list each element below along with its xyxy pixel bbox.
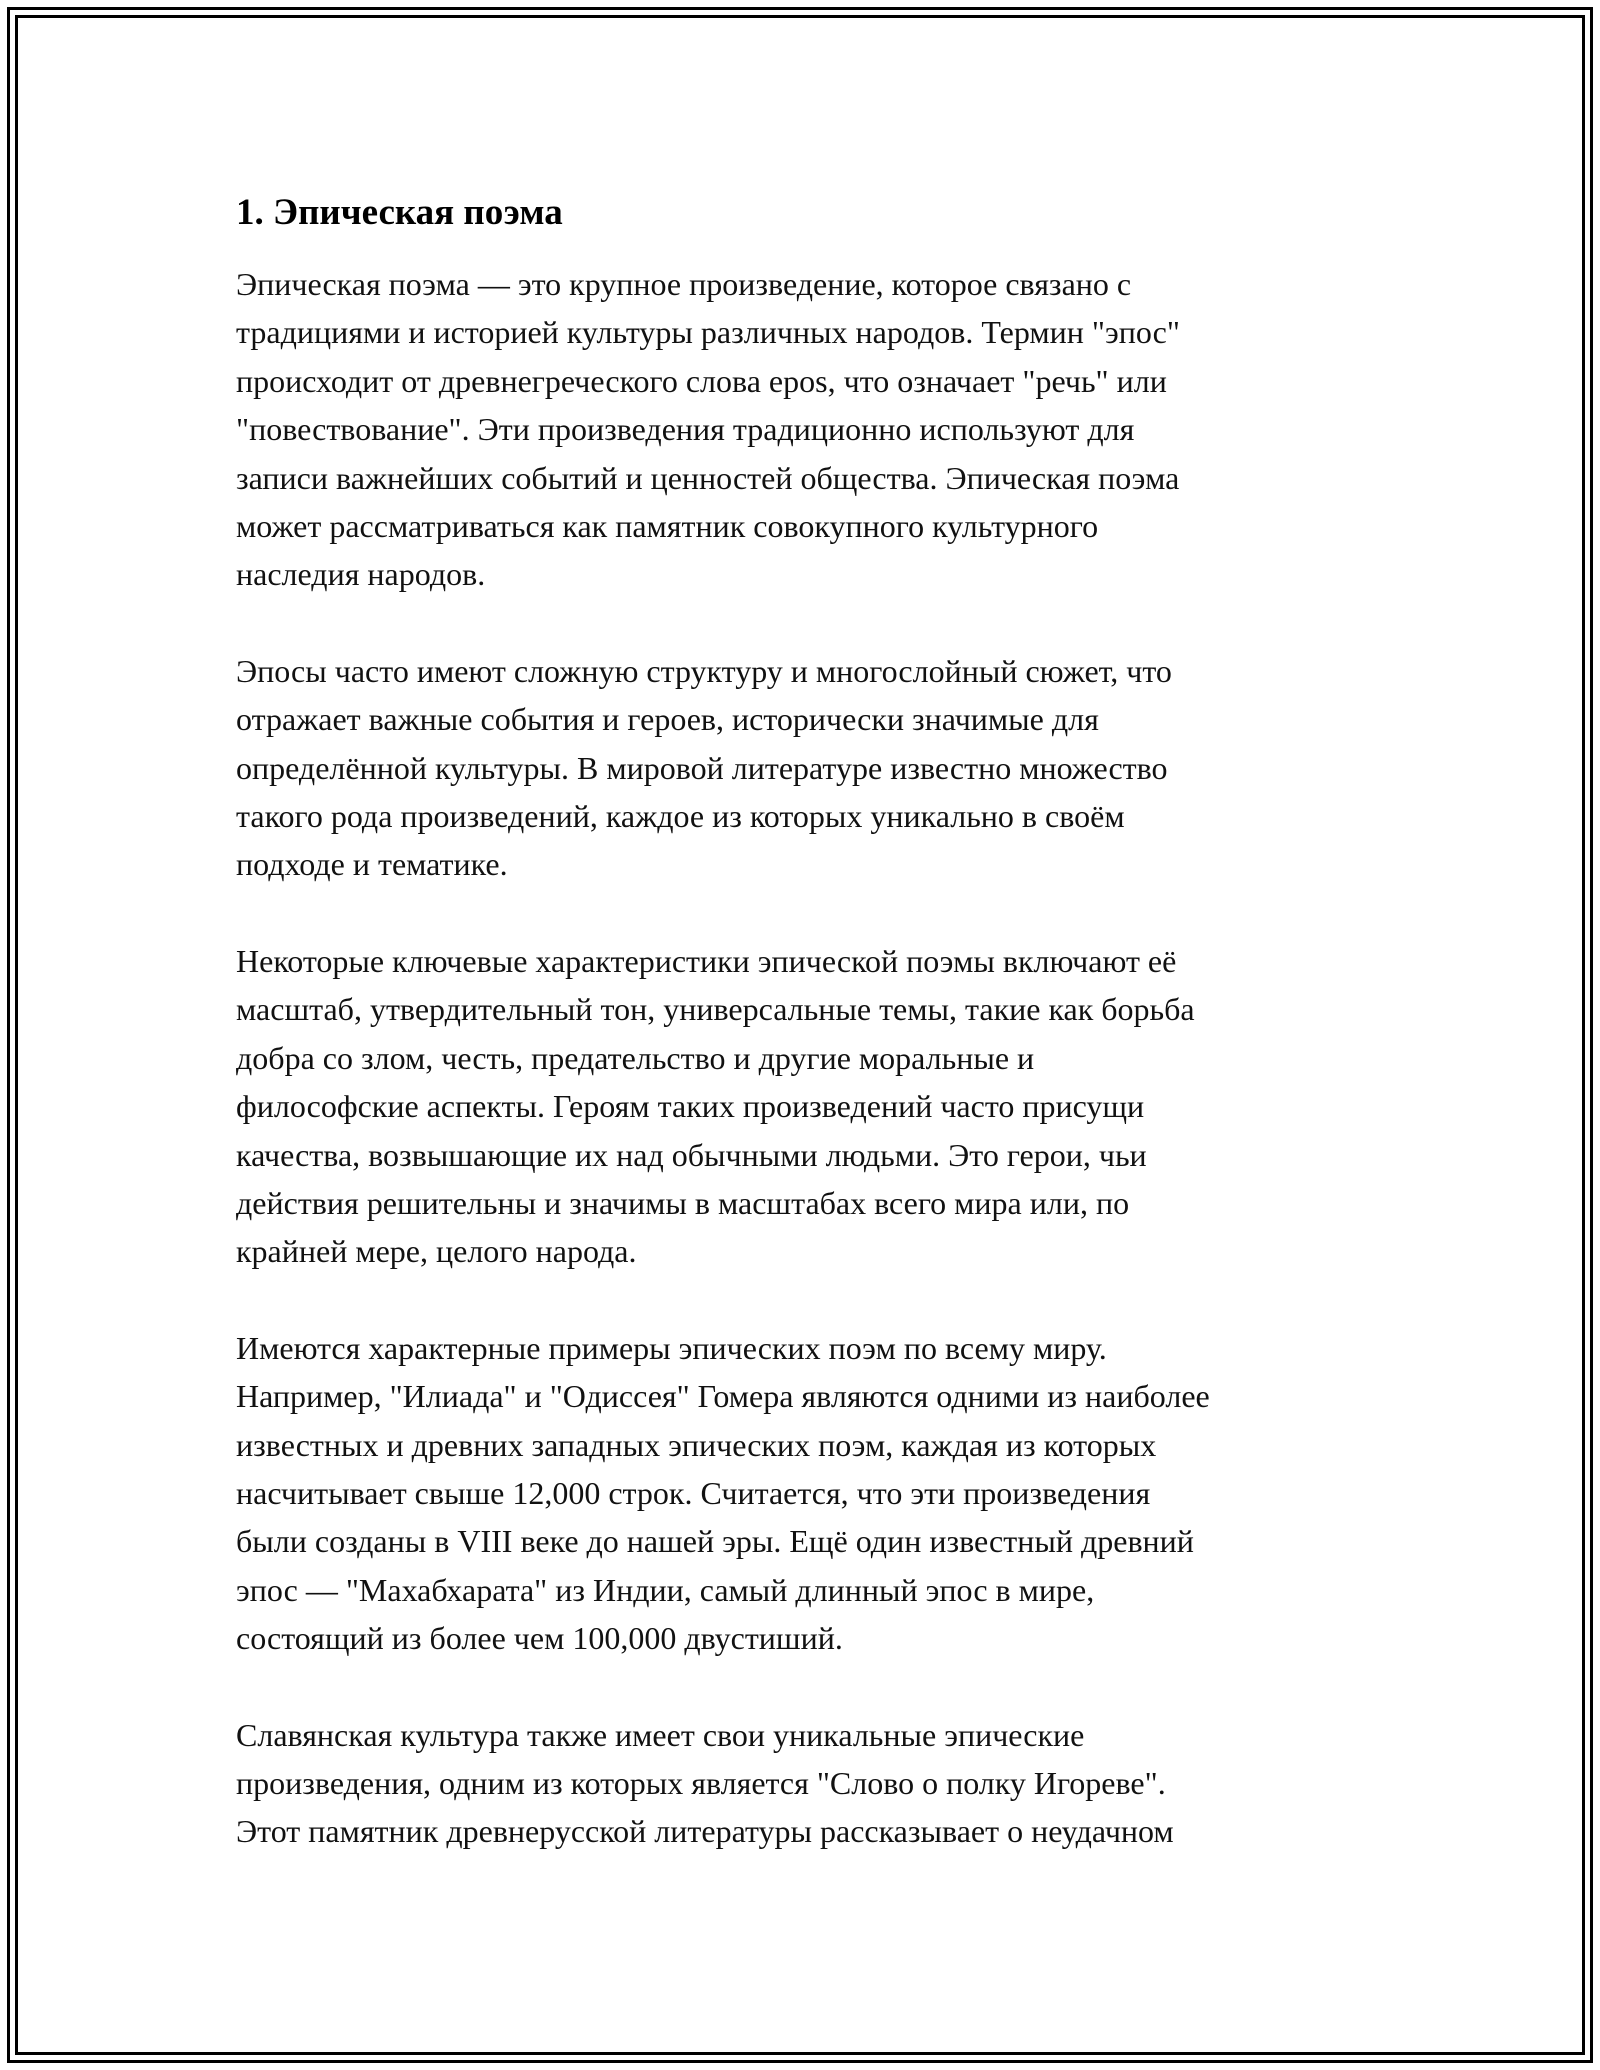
paragraph-epic-examples — [236, 1324, 1396, 1663]
text-line: были созданы в VIII веке до нашей эры. Ещё один известный древний — [236, 1523, 1194, 1560]
text-line: Эпосы часто имеют сложную структуру и многослойный сюжет, что — [236, 652, 1172, 689]
text-line: такого рода произведений, каждое из которых уникально в своём — [236, 798, 1125, 835]
text-line: может рассматриваться как памятник совокупного культурного — [236, 508, 1099, 545]
paragraph-epic-structure — [236, 647, 1396, 889]
text-line: Славянская культура также имеет свои уникальные эпические — [236, 1716, 1085, 1753]
text-line: Имеются характерные примеры эпических поэм по всему миру. — [236, 1329, 1107, 1366]
text-line: Эпическая поэма — это крупное произведение, которое связано с — [236, 266, 1132, 302]
text-line: Например, "Илиада" и "Одиссея" Гомера являются одними из наиболее — [236, 1378, 1210, 1415]
text-line: отражает важные события и героев, исторически значимые для — [236, 701, 1099, 738]
text-line: записи важнейших событий и ценностей общества. Эпическая поэма — [236, 459, 1180, 496]
text-line: состоящий из более чем 100,000 двустиший. — [236, 1620, 843, 1657]
text-line: известных и древних западных эпических поэм, каждая из которых — [236, 1426, 1157, 1463]
text-line: традициями и историей культуры различных народов. Термин "эпос" — [236, 314, 1180, 351]
document-page — [236, 188, 1396, 1904]
text-line: масштаб, утвердительный тон, универсальные темы, такие как борьба — [236, 991, 1195, 1028]
text-line: насчитывает свыше 12,000 строк. Считается, что эти произведения — [236, 1474, 1151, 1511]
text-line: крайней мере, целого народа. — [236, 1233, 637, 1270]
text-line: качества, возвышающие их над обычными людьми. Это герои, чьи — [236, 1136, 1147, 1173]
text-line: подходе и тематике. — [236, 846, 508, 883]
text-line: действия решительны и значимы в масштабах всего мира или, по — [236, 1184, 1130, 1221]
text-line: философские аспекты. Героям таких произведений часто присущи — [236, 1088, 1145, 1125]
paragraph-epic-definition — [236, 260, 1396, 599]
text-line: произведения, одним из которых является "Слово о полку Игореве". — [236, 1764, 1166, 1801]
paragraph-slavic-epic — [236, 1711, 1396, 1856]
text-line: эпос — "Махабхарата" из Индии, самый длинный эпос в мире, — [236, 1571, 1095, 1608]
text-line: Этот памятник древнерусской литературы рассказывает о неудачном — [236, 1813, 1174, 1850]
text-line: определённой культуры. В мировой литературе известно множество — [236, 749, 1168, 786]
paragraph-epic-characteristics — [236, 937, 1396, 1276]
section-heading: 1. Эпическая поэма — [236, 192, 563, 233]
text-line: происходит от древнегреческого слова epos, что означает "речь" или — [236, 362, 1167, 399]
text-line: Некоторые ключевые характеристики эпической поэмы включают её — [236, 942, 1177, 979]
text-line: "повествование". Эти произведения традиционно используют для — [236, 411, 1135, 448]
text-line: наследия народов. — [236, 556, 486, 593]
text-line: добра со злом, честь, предательство и другие моральные и — [236, 1039, 1035, 1076]
